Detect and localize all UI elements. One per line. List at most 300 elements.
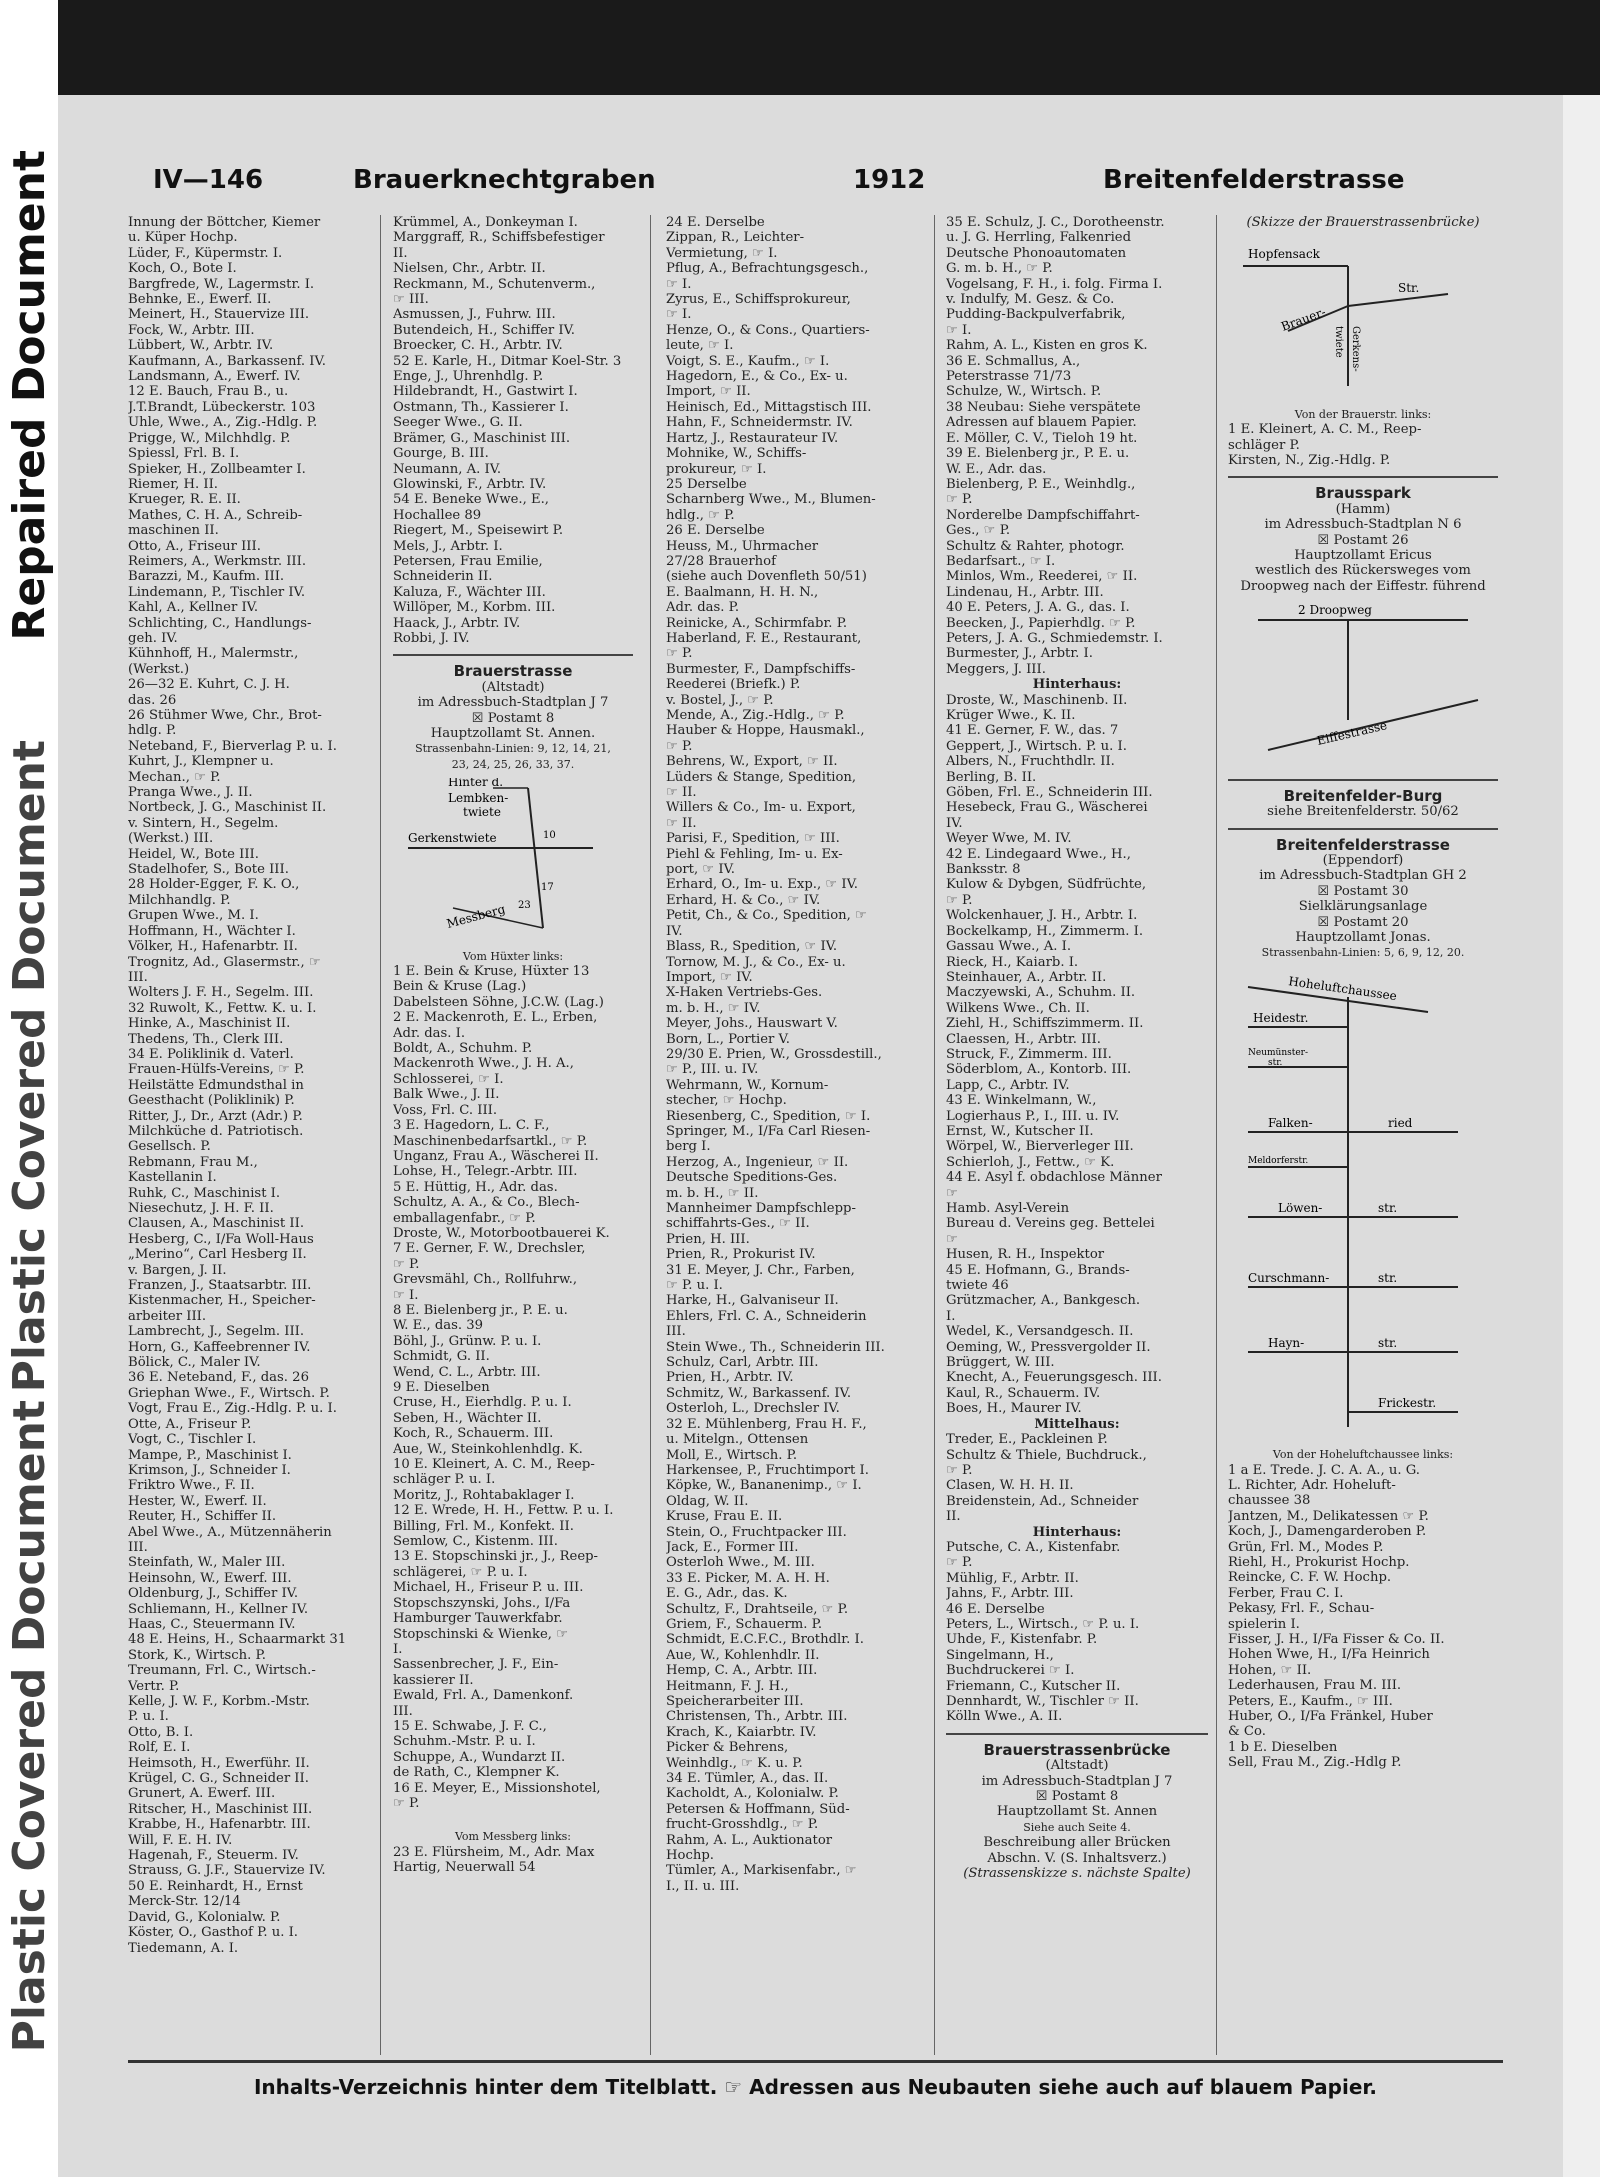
directory-entry: Wolters J. F. H., Segelm. III. [128,985,314,1001]
directory-entry: Lederhausen, Frau M. III. [1228,1678,1402,1694]
directory-entry: Strassenbahn-Linien: 9, 12, 14, 21, [415,742,611,756]
directory-entry: Nortbeck, J. G., Maschinist II. [128,800,327,816]
header-street-left: Brauerknechtgraben [353,165,656,195]
directory-entry: Minlos, Wm., Reederei, ☞ II. [946,569,1138,585]
column-rule [380,215,381,2055]
directory-entry: u. Küper Hochp. [128,230,238,246]
directory-entry: Pudding-Backpulverfabrik, [946,307,1126,323]
directory-entry: W. E., das. 39 [393,1318,484,1334]
directory-entry: v. Indulfy, M. Gesz. & Co. [946,292,1115,308]
hauptzollamt: Hauptzollamt St. Annen [996,1804,1158,1820]
directory-entry: ☞ I. [666,307,692,323]
directory-entry: Weyer Wwe, M. IV. [946,831,1072,847]
directory-entry: Griem, F., Schauerm. P. [666,1616,823,1632]
sketch-label: Hinter d. [448,778,504,790]
directory-entry: 52 E. Karle, H., Ditmar Koel-Str. 3 [393,353,622,369]
directory-entry: Hohen Wwe, H., I/Fa Heinrich [1228,1647,1430,1663]
columns [128,215,1503,2055]
directory-entry: Import, ☞ II. [666,384,751,400]
directory-entry: Bockelkamp, H., Zimmerm. I. [946,923,1144,939]
directory-entry: L. Richter, Adr. Hoheluft- [1228,1477,1396,1493]
directory-entry: Nielsen, Chr., Arbtr. II. [393,261,546,277]
directory-entry: Berling, B. II. [946,769,1037,785]
directory-entry: m. b. H., ☞ IV. [666,1000,761,1016]
stamp-plastic-lower: Plastic Covered Document [4,1400,55,2053]
directory-entry: Dennhardt, W., Tischler ☞ II. [946,1694,1139,1709]
directory-entry: port, ☞ IV. [666,862,736,878]
stamp-plastic-upper: Plastic Covered Document [4,740,55,1393]
directory-entry: Bein & Kruse (Lag.) [393,979,527,995]
directory-entry: Schuppe, A., Wundarzt II. [393,1749,566,1765]
directory-entry: David, G., Kolonialw. P. [128,1909,281,1925]
section-title-breitenfelderstrasse: Breitenfelderstrasse [1276,835,1450,854]
directory-entry: v. Bargen, J. II. [128,1262,227,1278]
directory-entry: 7 E. Gerner, F. W., Drechsler, [393,1241,586,1257]
directory-entry: Schliemann, H., Kellner IV. [128,1601,309,1617]
footer-note: Inhalts-Verzeichnis hinter dem Titelblatt. ☞ Adressen aus Neubauten siehe auch auf blauem Papier. [128,2060,1503,2099]
directory-entry: Franzen, J., Staatsarbtr. III. [128,1278,312,1294]
directory-entry: Heitmann, F. J. H., [666,1678,789,1694]
sketch-label: Gerkens- [1350,326,1361,373]
breitenfelder-sketch [1228,967,1498,1437]
directory-entry: berg I. [666,1139,711,1155]
directory-entry: (Werkst.) III. [128,831,214,847]
directory-entry: Koch, R., Schauerm. III. [393,1426,554,1442]
directory-entry: 48 E. Heins, H., Schaarmarkt 31 [128,1632,347,1648]
directory-entry: 1 E. Kleinert, A. C. M., Reep- [1228,422,1422,438]
directory-entry: Clasen, W. H. H. II. [946,1478,1074,1494]
directory-entry: Peters, L., Wirtsch., ☞ P. u. I. [946,1616,1140,1632]
directory-entry: Adressen auf blauem Papier. [946,415,1137,431]
directory-entry: (siehe auch Dovenfleth 50/51) [666,569,867,585]
sketch-label: Meldorferstr. [1248,1155,1309,1166]
directory-entry: W. E., Adr. das. [946,461,1047,477]
directory-entry: Erhard, O., Im- u. Exp., ☞ IV. [666,877,858,893]
hinterhaus-label: Hinterhaus: [1032,1524,1122,1540]
directory-entry: Bielenberg, P. E., Weinhdlg., [946,476,1136,492]
directory-entry: Hamburger Tauwerkfabr. [393,1611,563,1627]
directory-entry: Lapp, C., Arbtr. IV. [946,1077,1070,1093]
directory-entry: Lübbert, W., Arbtr. IV. [128,338,274,354]
directory-entry: Kelle, J. W. F., Korbm.-Mstr. [128,1694,310,1709]
col2c-entries [393,964,633,1811]
directory-entry: arbeiter III. [128,1308,207,1324]
directory-entry: Niesechutz, J. H. F. II. [128,1201,274,1216]
directory-entry: Droste, W., Motorbootbauerei K. [393,1225,610,1241]
vom-hoheluft: Von der Hoheluftchaussee links: [1272,1448,1454,1462]
directory-entry: ☞ II. [666,815,697,831]
directory-entry: Schultz, A. A., & Co., Blech- [393,1195,580,1211]
directory-entry: 38 Neubau: Siehe verspätete [946,399,1141,415]
section-sub: (Altstadt) [1045,1758,1109,1774]
directory-entry: Wolckenhauer, J. H., Arbtr. I. [946,908,1138,924]
directory-entry: Norderelbe Dampfschiffahrt- [946,507,1140,523]
directory-entry: Huber, O., I/Fa Fränkel, Huber [1228,1709,1433,1725]
directory-entry: IV. [666,923,683,939]
sketch-label: Curschmann- [1248,1270,1330,1285]
section-title-brausspark: Brausspark [1315,484,1411,503]
section-sub: siehe Breitenfelderstr. 50/62 [1267,804,1459,820]
sketch-label: Hayn- [1268,1335,1305,1350]
directory-entry: v. Bostel, J., ☞ P. [666,692,774,708]
directory-entry: 32 E. Mühlenberg, Frau H. F., [666,1416,867,1432]
directory-entry: Ehlers, Frl. C. A., Schneiderin [666,1308,867,1324]
directory-entry: Ruhk, C., Maschinist I. [128,1185,281,1201]
directory-entry: Vermietung, ☞ I. [666,245,778,261]
directory-entry: Schneiderin II. [393,569,493,585]
section-sub: (Altstadt) [481,679,545,695]
directory-entry: Parisi, F., Spedition, ☞ III. [666,831,840,847]
sketch-label: 23 [518,900,531,912]
directory-entry: Albers, N., Fruchthdlr. II. [946,754,1115,770]
directory-entry: Asmussen, J., Fuhrw. III. [393,307,556,323]
sketch-label: Falken- [1268,1115,1313,1130]
col2d-entries [393,1845,633,1876]
sketch-label: str. [1268,1057,1283,1068]
directory-entry: Oeming, W., Pressvergolder II. [946,1339,1151,1355]
directory-entry: Thedens, Th., Clerk III. [128,1031,284,1047]
directory-entry: Semlow, C., Kistenm. III. [393,1534,558,1550]
directory-entry: 35 E. Schulz, J. C., Dorotheenstr. [946,215,1165,230]
directory-entry: „Merino“, Carl Hesberg II. [128,1247,307,1263]
directory-entry: Ziehl, H., Schiffszimmerm. II. [946,1016,1144,1032]
directory-entry: Kruse, Frau E. II. [666,1509,783,1525]
sketch-label: Heidestr. [1253,1010,1309,1025]
directory-entry: Balk Wwe., J. II. [393,1087,500,1103]
note: (Strassenskizze s. nächste Spalte) [963,1866,1191,1882]
directory-entry: Stein, O., Fruchtpacker III. [666,1524,847,1540]
directory-entry: ☞ [946,1185,958,1201]
directory-entry: 1 a E. Trede. J. C. A. A., u. G. [1228,1462,1420,1478]
directory-entry: Griephan Wwe., F., Wirtsch. P. [128,1385,330,1401]
directory-entry: 2 E. Mackenroth, E. L., Erben, [393,1010,598,1026]
hinterhaus-label: Hinterhaus: [1032,677,1122,693]
col4b-entries [946,693,1208,1417]
directory-entry: Bedarfsart., ☞ I. [946,553,1056,569]
directory-entry: & Co. [1228,1724,1266,1740]
document-stamp-strip [0,0,58,2177]
directory-entry: Grunert, A. Ewerf. III. [128,1786,276,1802]
directory-entry: Ges., ☞ P. [946,523,1011,539]
directory-entry: Krach, K., Kaiarbtr. IV. [666,1724,817,1740]
directory-entry: Harke, H., Galvaniseur II. [666,1293,839,1309]
directory-entry: Schlosserei, ☞ I. [393,1071,504,1087]
directory-entry: 26 Stühmer Wwe, Chr., Brot- [128,708,322,723]
directory-entry: 39 E. Bielenberg jr., P. E. u. [946,446,1130,462]
directory-entry: Boes, H., Maurer IV. [946,1401,1082,1417]
directory-entry: Claessen, H., Arbtr. III. [946,1031,1101,1047]
brausspark-sketch [1228,600,1498,760]
directory-entry: Prien, H., Arbtr. IV. [666,1370,794,1386]
directory-entry: 33 E. Picker, M. A. H. H. [666,1570,830,1586]
sketch-label: 10 [543,830,556,842]
column-3 [666,215,924,2055]
section-sub: (Eppendorf) [1322,852,1404,868]
directory-entry: 5 E. Hüttig, H., Adr. das. [393,1179,558,1195]
directory-entry: 13 E. Stopschinski jr., J., Reep- [393,1549,599,1565]
directory-entry: Völker, H., Hafenarbtr. II. [128,939,298,955]
directory-entry: ☞ P. u. I. [666,1278,723,1294]
vom-huexter: Vom Hüxter links: [462,949,564,963]
directory-entry: Krügel, C. G., Schneider II. [128,1771,309,1787]
directory-entry: Kaluza, F., Wächter III. [393,584,546,600]
directory-entry: Petersen & Hoffmann, Süd- [666,1801,850,1817]
directory-entry: 1 E. Bein & Kruse, Hüxter 13 [393,964,590,980]
directory-entry: Merck-Str. 12/14 [128,1894,241,1910]
directory-entry: Adr. das. I. [393,1025,466,1041]
directory-entry: Moritz, J., Rohtabaklager I. [393,1487,575,1503]
directory-entry: Ostmann, Th., Kassierer I. [393,399,569,415]
directory-entry: Moll, E., Wirtsch. P. [666,1447,798,1463]
directory-entry: Schultz & Rahter, photogr. [946,538,1125,554]
directory-entry: Mechan., ☞ P. [128,769,221,785]
directory-entry: Seben, H., Wächter II. [393,1410,542,1426]
directory-entry: Stopschszynski, Johs., I/Fa [393,1595,571,1611]
directory-entry: Stopschinski & Wienke, ☞ [393,1626,569,1642]
directory-entry: Hoffmann, H., Wächter I. [128,923,296,939]
directory-entry: Heuss, M., Uhrmacher [666,538,819,554]
directory-entry: frucht-Grosshdlg., ☞ P. [666,1817,819,1833]
directory-entry: Speicherarbeiter III. [666,1694,804,1709]
directory-entry: Kulow & Dybgen, Südfrüchte, [946,877,1147,893]
section-title-bruecke: Brauerstrassenbrücke [983,1740,1171,1759]
directory-entry: Osterloh, L., Drechsler IV. [666,1401,840,1417]
sketch-label: Eiffestrasse [1315,718,1389,749]
directory-entry: P. u. I. [128,1709,169,1725]
directory-entry: 43 E. Winkelmann, W., [946,1093,1097,1109]
directory-entry: 32 Ruwolt, K., Fettw. K. u. I. [128,1000,317,1016]
directory-entry: Heilstätte Edmundsthal in [128,1077,304,1093]
directory-entry: Sell, Frau M., Zig.-Hdlg P. [1228,1755,1402,1771]
directory-entry: Herzog, A., Ingenieur, ☞ II. [666,1154,849,1170]
directory-entry: I. [946,1308,956,1324]
directory-entry: Pflug, A., Befrachtungsgesch., [666,261,869,277]
section-title-brauerstrasse: Brauerstrasse [453,662,573,681]
directory-entry: Hesberg, C., I/Fa Woll-Haus [128,1231,314,1247]
directory-entry: Hildebrandt, H., Gastwirt I. [393,384,578,400]
directory-entry: spielerin I. [1228,1616,1300,1632]
directory-entry: Koch, J., Damengarderoben P. [1228,1524,1427,1540]
sketch-label: Messberg [445,902,507,932]
directory-entry: 9 E. Dieselben [393,1380,490,1395]
directory-entry: Gourge, B. III. [393,446,489,462]
directory-entry: ☞ P. [946,492,973,508]
divider [1228,779,1498,781]
directory-entry: Stork, K., Wirtsch. P. [128,1647,266,1663]
directory-entry: Wörpel, W., Bierverleger III. [946,1139,1134,1155]
directory-entry: Otto, A., Friseur III. [128,538,261,554]
directory-entry: Hinke, A., Maschinist II. [128,1016,291,1032]
directory-entry: 24 E. Derselbe [666,215,765,230]
directory-entry: IV. [946,815,963,831]
section-title-burg: Breitenfelder-Burg [1283,786,1443,805]
bridge-sketch [1228,236,1498,396]
directory-entry: Hauber & Hoppe, Hausmakl., [666,723,865,739]
directory-entry: ☞ I. [393,1287,419,1303]
directory-entry: Oldenburg, J., Schiffer IV. [128,1586,299,1602]
directory-entry: Reincke, C. F. W. Hochp. [1228,1570,1392,1586]
directory-entry: hdlg., ☞ P. [666,507,735,523]
directory-entry: Abel Wwe., A., Mützennäherin [128,1524,332,1540]
divider [393,654,633,656]
directory-entry: 3 E. Hagedorn, L. C. F., [393,1118,550,1134]
directory-entry: Beecken, J., Papierhdlg. ☞ P. [946,615,1136,631]
tram-lines: Strassenbahn-Linien: 5, 6, 9, 12, 20. [1261,946,1465,960]
directory-entry: Vogelsang, F. H., i. folg. Firma I. [946,276,1163,292]
postamt: ☒ Postamt 8 [471,710,555,726]
directory-entry: Reinicke, A., Schirmfabr. P. [666,615,848,631]
column-5 [1228,215,1498,2055]
sketch-label: twiete [1333,326,1344,359]
sketch-label: str. [1378,1270,1398,1285]
directory-entry: Knecht, A., Feuerungsgesch. III. [946,1370,1162,1386]
directory-entry: Mohnike, W., Schiffs- [666,446,807,462]
directory-entry: schläger P. [1228,437,1300,453]
column-rule [1216,215,1217,2055]
directory-entry: Grün, Frl. M., Modes P. [1228,1539,1384,1555]
directory-entry: 44 E. Asyl f. obdachlose Männer [946,1170,1162,1186]
column-rule [934,215,935,2055]
directory-entry: Ferber, Frau C. I. [1228,1585,1344,1601]
directory-entry: Gesellsch. P. [128,1139,211,1155]
directory-entry: Import, ☞ IV. [666,969,753,985]
col4-entries [946,215,1208,677]
directory-entry: Jahns, F., Arbtr. III. [946,1586,1074,1602]
directory-entry: Neteband, F., Bierverlag P. u. I. [128,738,337,754]
directory-entry: Treder, E., Packleinen P. [946,1432,1108,1448]
directory-entry: Hahn, F., Schneidermstr. IV. [666,415,853,431]
directory-entry: Meinert, H., Stauervize III. [128,307,310,323]
directory-entry: 28 Holder-Egger, F. K. O., [128,877,300,893]
directory-entry: Mannheimer Dampfschlepp- [666,1201,856,1216]
directory-entry: Kuhrt, J., Klempner u. [128,754,274,770]
directory-entry: Geesthacht (Poliklinik) P. [128,1093,295,1109]
directory-entry: Hartz, J., Restaurateur IV. [666,430,839,446]
directory-entry: 26—32 E. Kuhrt, C. J. H. [128,677,290,693]
directory-entry: 54 E. Beneke Wwe., E., [393,492,549,508]
directory-entry: Pekasy, Frl. F., Schau- [1228,1601,1375,1617]
vom-messberg: Vom Messberg links: [454,1830,572,1844]
page-edge [1563,95,1600,2177]
directory-entry: u. Mitelgn., Ottensen [666,1432,809,1448]
directory-entry: Kühnhoff, H., Malermstr., [128,646,299,662]
stamp-repaired: Repaired Document [4,150,55,641]
directory-entry: ☞ P. [946,1462,973,1478]
directory-entry: Barazzi, M., Kaufm. III. [128,569,285,585]
directory-entry: 34 E. Tümler, A., das. II. [666,1771,829,1787]
directory-entry: 46 E. Derselbe [946,1601,1045,1617]
directory-entry: 36 E. Schmallus, A., [946,353,1081,369]
directory-entry: 23, 24, 25, 26, 33, 37. [451,757,575,771]
directory-entry: kassierer II. [393,1672,474,1688]
directory-entry: Husen, R. H., Inspektor [946,1247,1105,1263]
directory-entry: Lindenau, H., Arbtr. III. [946,584,1104,600]
directory-entry: Springer, M., I/Fa Carl Riesen- [666,1123,871,1139]
directory-entry: Innung der Böttcher, Kiemer [128,215,321,230]
directory-entry: Osterloh Wwe., M. III. [666,1555,815,1571]
directory-entry: Kirsten, N., Zig.-Hdlg. P. [1228,453,1391,469]
directory-entry: Prigge, W., Milchhdlg. P. [128,430,291,446]
directory-entry: III. [393,1703,413,1719]
directory-entry: Seeger Wwe., G. II. [393,415,523,431]
directory-entry: 36 E. Neteband, F., das. 26 [128,1370,309,1386]
directory-entry: Rahm, A. L., Kisten en gros K. [946,338,1148,354]
directory-entry: Deutsche Phonoautomaten [946,245,1127,261]
directory-page [58,95,1563,2177]
sketch-label: Str. [1398,281,1420,296]
directory-entry: Prien, R., Prokurist IV. [666,1247,816,1263]
directory-entry: Steinfath, W., Maler III. [128,1555,286,1571]
street-sketch-brauerstrasse [393,778,633,938]
directory-entry: Heimsoth, H., Ewerführ. II. [128,1755,310,1771]
directory-entry: Ernst, W., Kutscher II. [946,1123,1094,1139]
sketch-label: Hopfensack [1248,247,1320,262]
directory-entry: Hagedorn, E., & Co., Ex- u. [666,369,848,385]
sketch-label: Hoheluftchaussee [1287,973,1398,1003]
directory-entry: Kistenmacher, H., Speicher- [128,1293,316,1309]
directory-entry: Hemp, C. A., Arbtr. III. [666,1663,818,1679]
divider [946,1733,1208,1735]
directory-entry: Jack, E., Former III. [666,1539,799,1555]
directory-entry: Piehl & Fehling, Im- u. Ex- [666,846,843,862]
directory-entry: Gassau Wwe., A. I. [946,939,1072,955]
directory-entry: Erhard, H. & Co., ☞ IV. [666,892,821,908]
directory-entry: Bölick, C., Maler IV. [128,1355,261,1371]
directory-entry: Willöper, M., Korbm. III. [393,600,556,616]
directory-entry: Prien, H. III. [666,1231,750,1247]
directory-entry: Friktro Wwe., F. II. [128,1478,255,1494]
column-1 [128,215,368,2055]
directory-entry: maschinen II. [128,523,219,539]
directory-entry: Weinhdlg., ☞ K. u. P. [666,1755,803,1771]
sketch-label: 17 [541,882,554,894]
directory-entry: Strauss, G. J.F., Stauervize IV. [128,1863,326,1879]
section-sub: im Adressbuch-Stadtplan GH 2 [1259,868,1467,884]
directory-entry: Reimers, A., Werkmstr. III. [128,553,307,569]
directory-entry: Hagenah, F., Steuerm. IV. [128,1848,299,1864]
directory-entry: ☞ P. [946,1555,973,1571]
directory-entry: Rebmann, Frau M., [128,1154,258,1170]
directory-entry: Kölln Wwe., A. II. [946,1709,1063,1725]
directory-entry: Maschinenbedarfsartkl., ☞ P. [393,1133,588,1149]
hauptzollamt: Hauptzollamt St. Annen. [430,726,596,741]
directory-entry: Spieker, H., Zollbeamter I. [128,461,306,477]
directory-entry: Göben, Frl. E., Schneiderin III. [946,785,1153,801]
directory-entry: 50 E. Reinhardt, H., Ernst [128,1878,303,1894]
directory-entry: G. m. b. H., ☞ P. [946,261,1053,277]
directory-entry: Landsmann, A., Ewerf. IV. [128,369,301,385]
directory-entry: Haas, C., Steuermann IV. [128,1616,296,1632]
section-sub: im Adressbuch-Stadtplan J 7 [417,695,609,711]
directory-entry: Adr. das. P. [666,600,740,616]
col2-entries [393,215,633,646]
directory-entry: Peterstrasse 71/73 [946,369,1072,385]
postamt: ☒ Postamt 26 [1317,532,1409,548]
directory-entry: Maczyewski, A., Schuhm. II. [946,985,1136,1001]
directory-entry: Kaufmann, A., Barkassenf. IV. [128,353,326,369]
directory-entry: 42 E. Lindegaard Wwe., H., [946,846,1131,862]
skizze-title: (Skizze der Brauerstrassenbrücke) [1246,215,1480,230]
sketch-label: Neumünster- [1248,1047,1309,1058]
directory-entry: Bureau d. Vereins geg. Bettelei [946,1216,1155,1232]
directory-entry: Böhl, J., Grünw. P. u. I. [393,1333,542,1349]
directory-entry: Ewald, Frl. A., Damenkonf. [393,1688,574,1704]
directory-entry: 40 E. Peters, J. A. G., das. I. [946,600,1130,616]
header-year: 1912 [853,165,926,195]
directory-entry: ☞ I. [666,276,692,292]
directory-entry: 23 E. Flürsheim, M., Adr. Max [393,1844,595,1860]
directory-entry: Hohen, ☞ II. [1228,1662,1312,1678]
